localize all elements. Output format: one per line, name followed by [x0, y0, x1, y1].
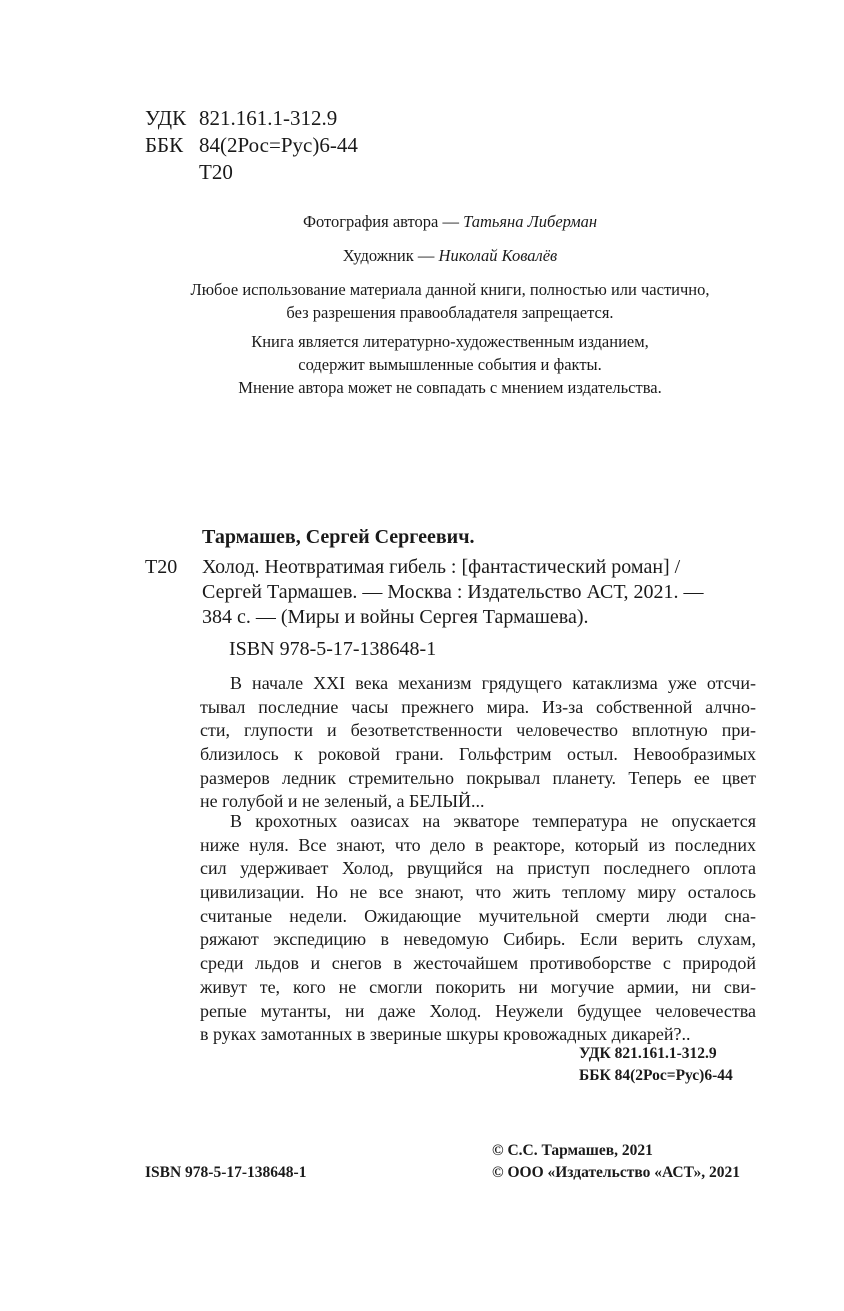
annotation-paragraph-2: [200, 810, 756, 1047]
bbk-row: [145, 133, 358, 157]
annotation-line: размеров ледник стремительно покрывал планету. Теперь ее цвет: [200, 767, 756, 788]
annotation-line: ниже нуля. Все знают, что дело в реакторе, который из последних: [200, 834, 756, 855]
bibliography-line: 384 с. — (Миры и войны Сергея Тармашева).: [202, 606, 589, 628]
annotation-line: ряжают экспедицию в неведомую Сибирь. Если верить слухам,: [200, 929, 756, 950]
artist-credit-prefix: Художник —: [342, 246, 439, 265]
copyright-notice-line: Любое использование материала данной книги, полностью или частично,: [190, 280, 710, 299]
annotation-line: среди льдов и снегов в жесточайшем противоборстве с природой: [200, 953, 756, 974]
bibliography-isbn: ISBN 978-5-17-138648-1: [229, 638, 437, 660]
bbk-value: 84(2Рос=Рус)6-44: [199, 133, 358, 157]
udk-row: [145, 106, 337, 130]
isbn-code: ISBN 978-5-17-138648-1: [145, 1164, 307, 1181]
udk-value: 821.161.1-312.9: [199, 106, 338, 130]
copyright-notice-line: без разрешения правообладателя запрещается.: [286, 303, 614, 322]
photo-credit: [100, 210, 800, 233]
annotation-line: тывал последние часы прежнего мира. Из-за собственной алчно-: [200, 696, 756, 717]
bibliography-mark: Т20: [145, 556, 178, 578]
fiction-notice-line: Мнение автора может не совпадать с мнением издательства.: [238, 378, 662, 397]
udk-code: УДК 821.161.1-312.9: [579, 1045, 717, 1062]
annotation-line: считаные недели. Ожидающие мучительной смерти люди сна-: [200, 905, 756, 926]
annotation-line: не голубой и не зеленый, а БЕЛЫЙ...: [200, 791, 485, 812]
bibliography-line: Холод. Неотвратимая гибель : [фантастический роман] /: [202, 556, 681, 578]
annotation-line: сти, глупости и безответственности человечество вплотную при-: [200, 720, 756, 741]
annotation-paragraph-1: [200, 672, 756, 814]
photographer-name: Татьяна Либерман: [463, 212, 598, 231]
fiction-notice: [100, 330, 800, 399]
artist-credit: [100, 244, 800, 267]
annotation-line: живут те, кого не смогли покорить ни могучие армии, ни сви-: [200, 976, 756, 997]
annotation-line: В крохотных оазисах на экваторе температура не опускается: [230, 811, 756, 831]
copyright-publisher: © ООО «Издательство «АСТ», 2021: [492, 1164, 741, 1181]
annotation-line: репые мутанты, ни даже Холод. Неужели будущее человечества: [200, 1000, 756, 1021]
author-mark: Т20: [199, 160, 233, 184]
udk-label: УДК: [145, 106, 187, 130]
fiction-notice-line: содержит вымышленные события и факты.: [298, 355, 602, 374]
copyright-author: © С.С. Тармашев, 2021: [492, 1142, 653, 1159]
bbk-label: ББК: [145, 133, 184, 157]
fiction-notice-line: Книга является литературно-художественным изданием,: [251, 332, 649, 351]
copyright-notice: [100, 278, 800, 324]
artist-name: Николай Ковалёв: [438, 246, 558, 265]
annotation-line: в руках замотанных в звериные шкуры кровожадных дикарей?..: [200, 1024, 691, 1045]
annotation-line: цивилизации. Но не все знают, что жить теплому миру осталось: [200, 882, 756, 903]
bbk-code: ББК 84(2Рос=Рус)6-44: [579, 1067, 733, 1084]
annotation-line: В начале XXI века механизм грядущего катаклизма уже отсчи-: [230, 673, 756, 693]
photo-credit-prefix: Фотография автора —: [302, 212, 464, 231]
annotation-line: сил удерживает Холод, рвущийся на приступ последнего оплота: [200, 858, 756, 879]
annotation-line: близилось к роковой грани. Гольфстрим остыл. Невообразимых: [200, 744, 756, 765]
author-heading: Тармашев, Сергей Сергеевич.: [202, 526, 475, 548]
bibliography-line: Сергей Тармашев. — Москва : Издательство АСТ, 2021. —: [202, 581, 704, 603]
